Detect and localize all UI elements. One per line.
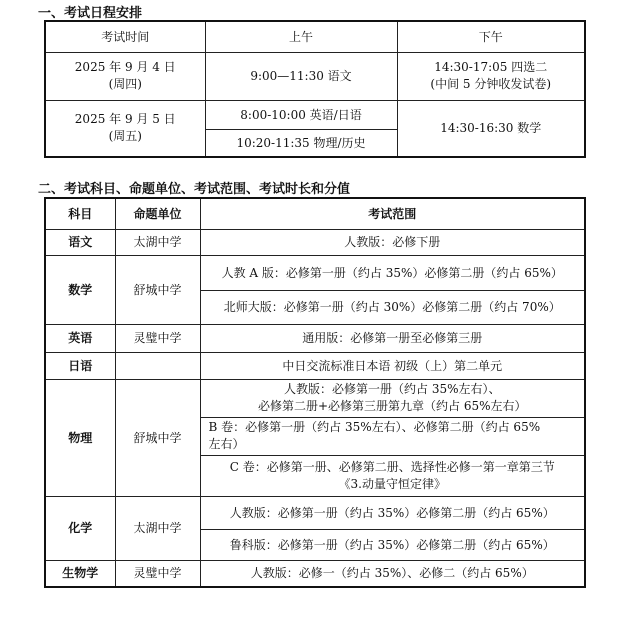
unit-biology: 灵璧中学 xyxy=(115,560,200,587)
subject-physics: 物理 xyxy=(45,379,115,496)
header-scope: 考试范围 xyxy=(200,198,585,229)
exam-schedule-table xyxy=(44,20,586,158)
scope-japanese: 中日交流标准日本语 初级（上）第二单元 xyxy=(200,352,585,379)
header-morning: 上午 xyxy=(205,21,397,52)
day2-morning-1: 8:00-10:00 英语/日语 xyxy=(205,100,397,129)
scope-physics-a-cell xyxy=(200,379,585,417)
header-afternoon: 下午 xyxy=(397,21,585,52)
scope-chinese: 人教版：必修下册 xyxy=(200,229,585,255)
scope-physics-b-cell xyxy=(200,417,585,455)
unit-chemistry: 太湖中学 xyxy=(115,496,200,560)
scope-physics-c-cell xyxy=(200,455,585,496)
unit-chinese: 太湖中学 xyxy=(115,229,200,255)
day1-weekday: (周四) xyxy=(108,77,142,91)
day1-afternoon-exam: 14:30-17:05 四选二 xyxy=(434,60,548,74)
day1-afternoon-cell xyxy=(397,52,585,100)
header-subject: 科目 xyxy=(45,198,115,229)
day2-date-cell xyxy=(45,100,205,157)
scope-physics-c-line2: 《3.动量守恒定律》 xyxy=(338,476,446,491)
subject-japanese: 日语 xyxy=(45,352,115,379)
scope-physics-c-line1: C 卷：必修第一册、必修第二册、选择性必修一第一章第三节 xyxy=(229,459,555,474)
day2-morning-2: 10:20-11:35 物理/历史 xyxy=(205,129,397,157)
header-exam-time: 考试时间 xyxy=(45,21,205,52)
subject-english: 英语 xyxy=(45,324,115,352)
header-unit: 命题单位 xyxy=(115,198,200,229)
scope-physics-b-line2: 左右） xyxy=(208,437,245,451)
scope-biology: 人教版：必修一（约占 35%）、必修二（约占 65%） xyxy=(200,560,585,587)
day2-weekday: (周五) xyxy=(108,129,142,144)
scope-physics-a-line2: 必修第二册+必修第三册第九章（约占 65%左右） xyxy=(257,399,527,413)
scope-math-a: 人教 A 版：必修第一册（约占 35%）必修第二册（约占 65%） xyxy=(200,255,585,290)
scope-chemistry-lk: 鲁科版：必修第一册（约占 35%）必修第二册（约占 65%） xyxy=(200,529,585,560)
subjects-table xyxy=(44,197,586,588)
day1-date: 2025 年 9 月 4 日 xyxy=(74,60,176,74)
unit-japanese xyxy=(115,352,200,379)
scope-chemistry-pep: 人教版：必修第一册（约占 35%）必修第二册（约占 65%） xyxy=(200,496,585,529)
day1-date-cell xyxy=(45,52,205,100)
subject-chemistry: 化学 xyxy=(45,496,115,560)
unit-english: 灵璧中学 xyxy=(115,324,200,352)
scope-physics-a-line1: 人教版：必修第一册（约占 35%左右）、 xyxy=(284,382,501,396)
scope-english: 通用版：必修第一册至必修第三册 xyxy=(200,324,585,352)
unit-math: 舒城中学 xyxy=(115,255,200,324)
subject-math: 数学 xyxy=(45,255,115,324)
section2-title: 二、考试科目、命题单位、考试范围、考试时长和分值 xyxy=(38,182,351,197)
section1-title: 一、考试日程安排 xyxy=(38,6,143,21)
unit-physics: 舒城中学 xyxy=(115,379,200,496)
day1-afternoon-note: (中间 5 分钟收发试卷) xyxy=(430,77,552,91)
day2-afternoon: 14:30-16:30 数学 xyxy=(397,100,585,157)
subject-chinese: 语文 xyxy=(45,229,115,255)
scope-math-bsd: 北师大版：必修第一册（约占 30%）必修第二册（约占 70%） xyxy=(200,290,585,324)
day2-date: 2025 年 9 月 5 日 xyxy=(74,112,176,127)
scope-physics-b-line1: B 卷：必修第一册（约占 35%左右）、必修第二册（约占 65% xyxy=(208,420,541,434)
day1-morning: 9:00—11:30 语文 xyxy=(205,52,397,100)
subject-biology: 生物学 xyxy=(45,560,115,587)
